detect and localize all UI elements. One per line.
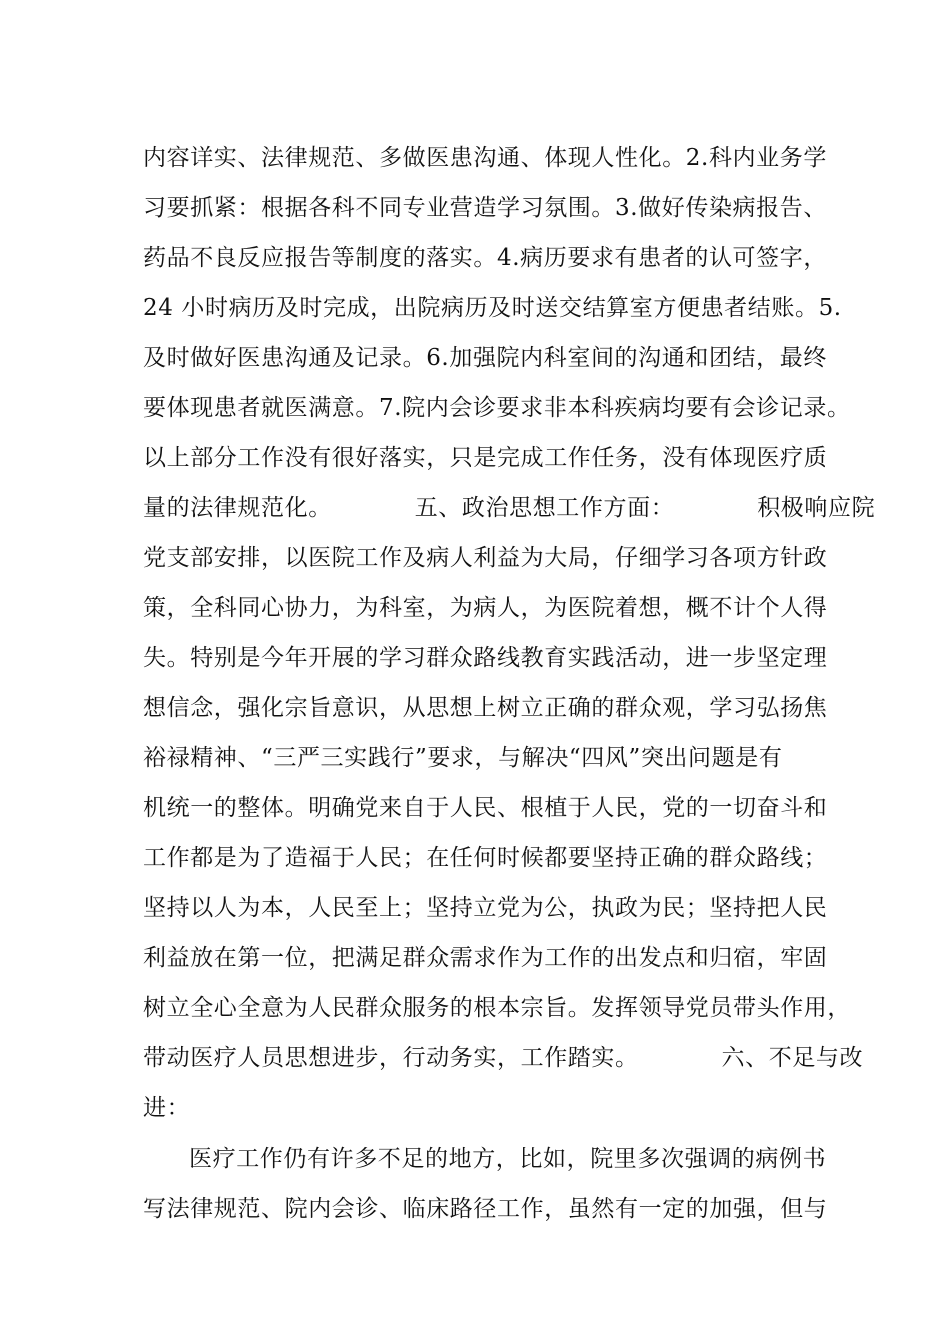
body-line-19: 带动医疗人员思想进步，行动务实，工作踏实。 六、不足与改 xyxy=(143,1045,864,1071)
body-line-7: 以上部分工作没有很好落实，只是完成工作任务，没有体现医疗质 xyxy=(143,445,828,471)
body-line-5: 及时做好医患沟通及记录。6.加强院内科室间的沟通和团结，最终 xyxy=(143,345,827,371)
body-line-15: 工作都是为了造福于人民；在任何时候都要坚持正确的群众路线； xyxy=(143,845,828,871)
body-line-12: 想信念，强化宗旨意识，从思想上树立正确的群众观，学习弘扬焦 xyxy=(143,695,828,721)
body-line-13: 裕禄精神、“三严三实践行”要求，与解决“四风”突出问题是有 xyxy=(143,745,783,771)
paragraph-2-line-2: 写法律规范、院内会诊、临床路径工作，虽然有一定的加强，但与 xyxy=(143,1196,828,1222)
body-line-11: 失。特别是今年开展的学习群众路线教育实践活动，进一步坚定理 xyxy=(143,645,828,671)
paragraph-2-line-1: 医疗工作仍有许多不足的地方，比如，院里多次强调的病例书 xyxy=(189,1146,827,1172)
body-line-6: 要体现患者就医满意。7.院内会诊要求非本科疾病均要有会诊记录。 xyxy=(143,395,851,421)
body-line-2: 习要抓紧：根据各科不同专业营造学习氛围。3.做好传染病报告、 xyxy=(143,195,827,221)
body-line-14: 机统一的整体。明确党来自于人民、根植于人民，党的一切奋斗和 xyxy=(143,795,828,821)
body-line-1: 内容详实、法律规范、多做医患沟通、体现人性化。2.科内业务学 xyxy=(143,145,827,171)
body-line-4: 24 小时病历及时完成，出院病历及时送交结算室方便患者结账。5. xyxy=(143,295,842,321)
body-line-3: 药品不良反应报告等制度的落实。4.病历要求有患者的认可签字， xyxy=(143,245,827,271)
body-line-18: 树立全心全意为人民群众服务的根本宗旨。发挥领导党员带头作用， xyxy=(143,995,851,1021)
body-line-9: 党支部安排，以医院工作及病人利益为大局，仔细学习各项方针政 xyxy=(143,545,828,571)
body-line-10: 策，全科同心协力，为科室，为病人，为医院着想，概不计个人得 xyxy=(143,595,828,621)
body-line-17: 利益放在第一位，把满足群众需求作为工作的出发点和归宿，牢固 xyxy=(143,945,828,971)
body-line-8: 量的法律规范化。 五、政治思想工作方面： 积极响应院 xyxy=(143,495,876,521)
body-line-20: 进： xyxy=(143,1095,191,1121)
body-line-16: 坚持以人为本，人民至上；坚持立党为公，执政为民；坚持把人民 xyxy=(143,895,828,921)
document-body xyxy=(143,133,876,1234)
